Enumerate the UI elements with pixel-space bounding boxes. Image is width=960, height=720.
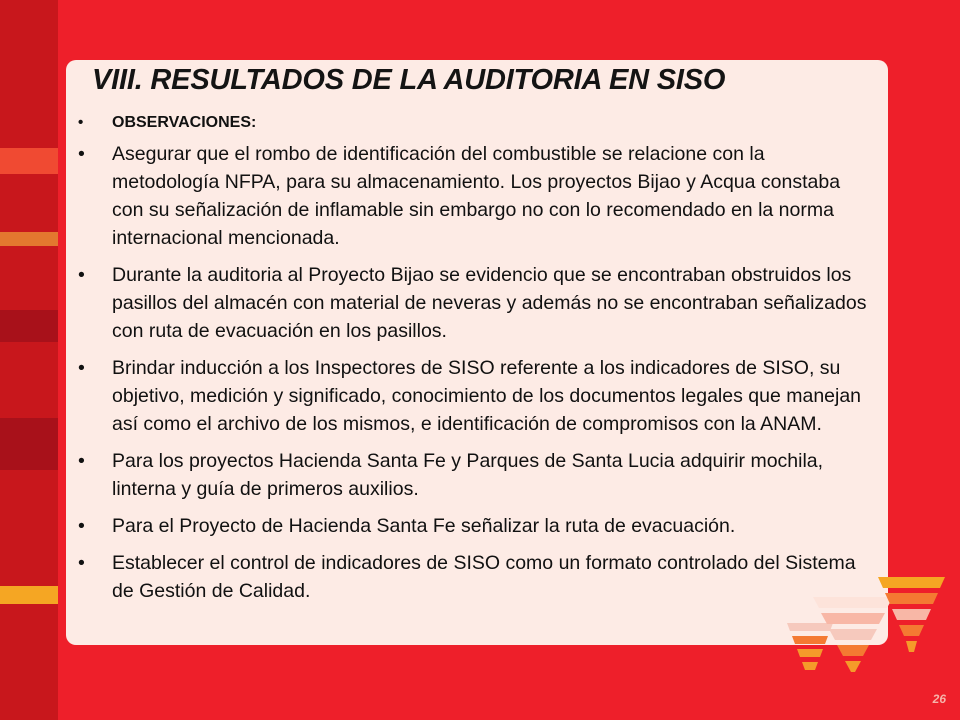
observations-list bbox=[78, 114, 868, 614]
observations-heading: OBSERVACIONES: bbox=[112, 114, 257, 131]
list-item bbox=[78, 447, 868, 503]
bullet: • bbox=[78, 515, 85, 537]
company-logo-icon bbox=[775, 575, 950, 700]
list-item-text: Establecer el control de indicadores de SISO como un formato controlado del Sistema de Gestión de Calidad. bbox=[112, 552, 856, 602]
list-item-text: Durante la auditoria al Proyecto Bijao se evidencio que se encontraban obstruidos los pasillos del almacén con material de neveras y además no se encontraban señalizados con ruta de evacuación en los pasillos. bbox=[112, 264, 867, 342]
list-item-text: Para los proyectos Hacienda Santa Fe y Parques de Santa Lucia adquirir mochila, linterna y guía de primeros auxilios. bbox=[112, 450, 824, 500]
list-item bbox=[78, 354, 868, 438]
bullet: • bbox=[78, 450, 85, 472]
bullet: • bbox=[78, 552, 85, 574]
page-number: 26 bbox=[932, 692, 946, 706]
bullet: • bbox=[78, 357, 85, 379]
left-stripe bbox=[0, 418, 58, 470]
slide-title: VIII. RESULTADOS DE LA AUDITORIA EN SISO bbox=[92, 64, 726, 96]
list-item bbox=[78, 140, 868, 252]
list-item-text: Para el Proyecto de Hacienda Santa Fe señalizar la ruta de evacuación. bbox=[112, 515, 736, 537]
bullet: • bbox=[78, 143, 85, 165]
list-item-text: Brindar inducción a los Inspectores de SISO referente a los indicadores de SISO, su objetivo, medición y significado, conocimiento de los documentos legales que manejan así como el archivo de los mismos, e identificación de compromisos con la ANAM. bbox=[112, 357, 862, 435]
bullet: • bbox=[78, 264, 85, 286]
list-item bbox=[78, 549, 868, 605]
list-item bbox=[78, 512, 868, 540]
logo-middle-chevron bbox=[813, 597, 893, 672]
list-item bbox=[78, 261, 868, 345]
bullet: • bbox=[78, 114, 84, 131]
logo-left-chevron bbox=[787, 623, 833, 670]
left-color-strip bbox=[0, 0, 58, 720]
list-item-text: Asegurar que el rombo de identificación del combustible se relacione con la metodología NFPA, para su almacenamiento. Los proyectos Bijao y Acqua constaba con su señalización de inflamable sin embargo no con lo recomendado en la norma internacional mencionada. bbox=[112, 143, 841, 249]
left-stripe bbox=[0, 586, 58, 604]
left-stripe bbox=[0, 310, 58, 342]
left-stripe bbox=[0, 148, 58, 174]
list-heading bbox=[78, 114, 868, 132]
left-stripe bbox=[0, 232, 58, 246]
logo-right-chevron bbox=[878, 577, 945, 652]
